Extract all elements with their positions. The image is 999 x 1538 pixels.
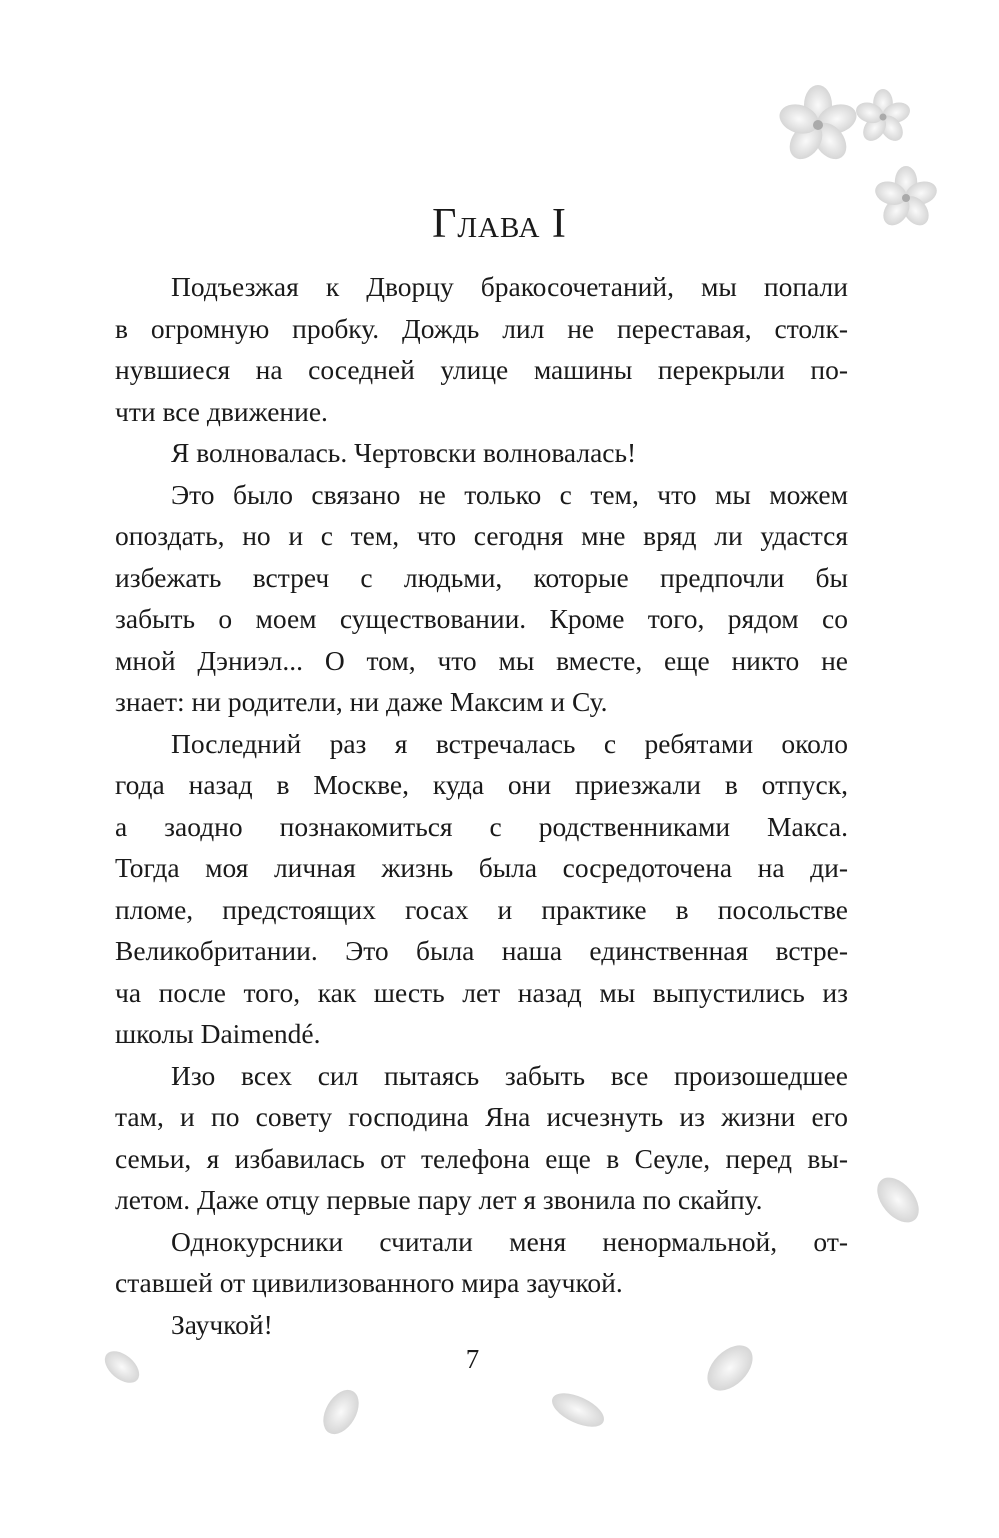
text-line: Я волновалась. Чертовски волновалась!	[171, 437, 637, 468]
text-line: Последний раз я встречалась с ребятами около	[171, 727, 848, 759]
text-line: там, и по совету господина Яна исчезнуть из жизни его	[115, 1101, 848, 1132]
paragraph	[115, 1221, 848, 1304]
text-line: нувшиеся на соседней улице машины перекрыли по-	[115, 354, 848, 385]
chapter-title: Глава I	[432, 201, 567, 247]
text-line: Заучкой!	[171, 1308, 273, 1340]
text-line: мной Дэниэл... О том, что мы вместе, еще никто не	[115, 644, 848, 676]
text-line: опоздать, но и с тем, что сегодня мне вряд ли удастся	[115, 520, 848, 551]
petal-icon	[316, 1384, 366, 1441]
petal-icon	[869, 1170, 927, 1230]
text-line: Однокурсники считали меня ненормальной, от-	[171, 1225, 848, 1257]
blossom-icon	[853, 89, 912, 145]
text-line: ча после того, как шесть лет назад мы выпустились из	[115, 976, 848, 1008]
text-line: а заодно познакомиться с родственниками Макса.	[115, 810, 848, 842]
text-line: Тогда моя личная жизнь была сосредоточена на ди-	[115, 852, 848, 883]
blossom-icon	[776, 85, 861, 165]
page-number: 7	[465, 1344, 480, 1374]
paragraph	[115, 432, 848, 474]
text-line: года назад в Москве, куда они приезжали в отпуск,	[115, 769, 848, 800]
paragraph	[115, 723, 848, 1055]
text-line: летом. Даже отцу первые пару лет я звонила по скайпу.	[115, 1184, 763, 1215]
text-line: в огромную пробку. Дождь лил не переставая, столк-	[115, 312, 848, 344]
paragraph	[115, 266, 848, 432]
petal-icon	[547, 1386, 609, 1433]
text-line: ставшей от цивилизованного мира заучкой.	[115, 1267, 623, 1298]
text-line: Это было связано не только с тем, что мы можем	[171, 478, 848, 510]
text-line: Изо всех сил пытаясь забыть все произошедшее	[171, 1059, 848, 1091]
text-line: школы Daimendé.	[115, 1018, 321, 1049]
body-text	[115, 266, 848, 1345]
text-line: Великобритании. Это была наша единственная встре-	[115, 935, 848, 966]
text-line: чти все движение.	[115, 395, 328, 427]
paragraph	[115, 1304, 848, 1346]
text-line: пломе, предстоящих госах и практике в посольстве	[115, 893, 848, 925]
text-line: семьи, я избавилась от телефона еще в Сеуле, перед вы-	[115, 1142, 848, 1174]
text-line: знает: ни родители, ни даже Максим и Су.	[115, 686, 608, 717]
paragraph	[115, 1055, 848, 1221]
text-line: забыть о моем существовании. Кроме того, рядом со	[115, 603, 848, 634]
text-line: избежать встреч с людьми, которые предпочли бы	[115, 561, 848, 593]
paragraph	[115, 474, 848, 723]
text-line: Подъезжая к Дворцу бракосочетаний, мы попали	[171, 271, 848, 302]
